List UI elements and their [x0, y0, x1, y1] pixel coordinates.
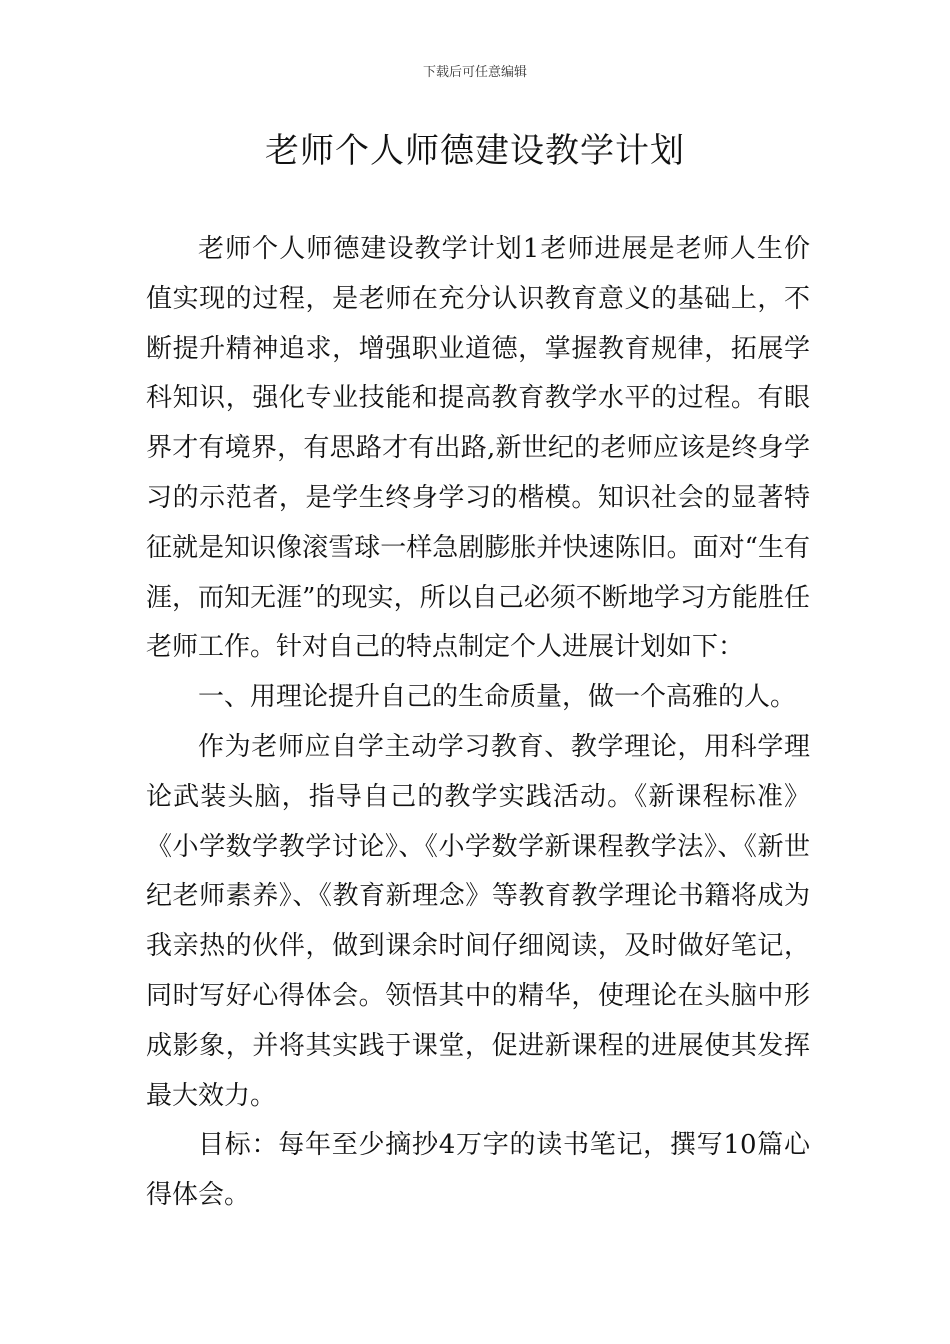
paragraph-intro: 老师个人师德建设教学计划1老师进展是老师人生价值实现的过程，是老师在充分认识教育意义的基础上，不断提升精神追求，增强职业道德，掌握教育规律，拓展学科知识，强化专业技能和提高教育教学水平的过程。有眼界才有境界，有思路才有出路,新世纪的老师应该是终身学习的示范者，是学生终身学习的楷模。知识社会的显著特征就是知识像滚雪球一样急剧膨胀并快速陈旧。面对“生有涯，而知无涯”的现实，所以自己必须不断地学习方能胜任老师工作。针对自己的特点制定个人进展计划如下： — [146, 234, 810, 663]
paragraph-goal: 目标：每年至少摘抄4万字的读书笔记，撰写10篇心得体会。 — [146, 1130, 810, 1211]
paragraph-theory-study: 作为老师应自学主动学习教育、教学理论，用科学理论武装头脑，指导自己的教学实践活动。《新课程标准》《小学数学教学讨论》、《小学数学新课程教学法》、《新世纪老师素养》、《教育新理念》等教育教学理论书籍将成为我亲热的伙伴，做到课余时间仔细阅读，及时做好笔记，同时写好心得体会。领悟其中的精华，使理论在头脑中形成影象，并将其实践于课堂，促进新课程的进展使其发挥最大效力。 — [146, 731, 810, 1111]
paragraph-section-heading: 一、用理论提升自己的生命质量，做一个高雅的人。 — [198, 682, 797, 713]
page-header-note: 下载后可任意编辑 — [422, 65, 527, 80]
document-body — [146, 225, 810, 1221]
document-title: 老师个人师德建设教学计划 — [265, 131, 685, 171]
